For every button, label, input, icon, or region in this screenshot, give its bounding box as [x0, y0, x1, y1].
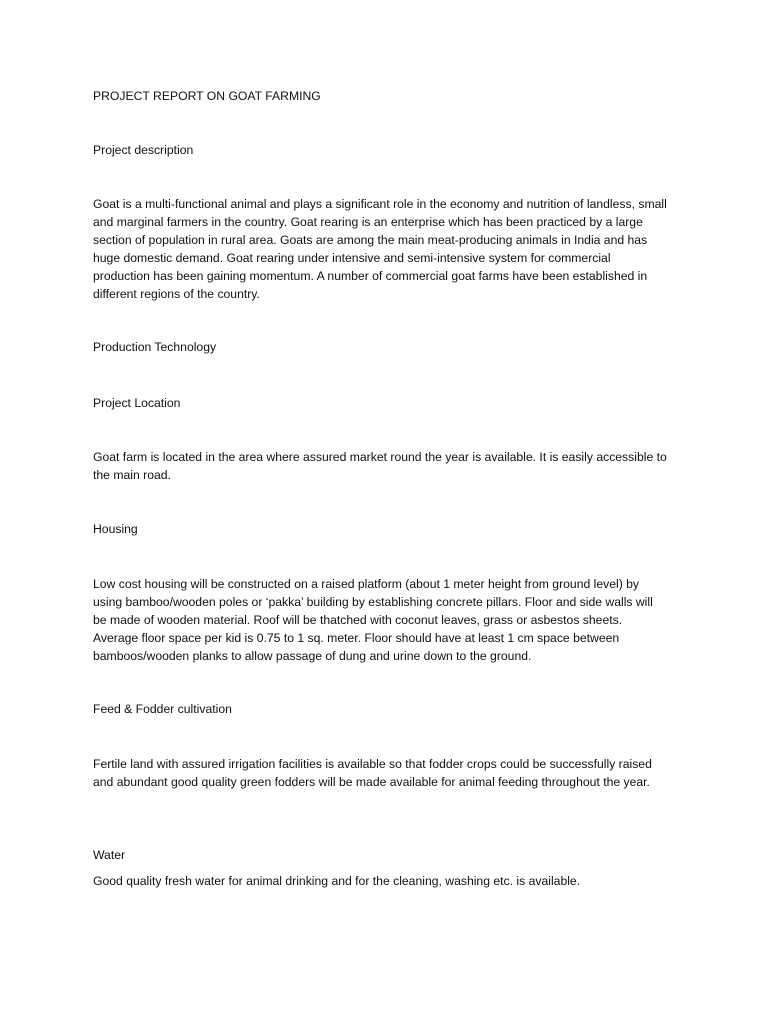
paragraph-feed-fodder: Fertile land with assured irrigation facilities is available so that fodder crops could be successfully raised and abundant good quality green fodders will be made available for animal feeding throughout the year.	[93, 757, 652, 789]
heading-project-description: Project description	[93, 143, 194, 157]
paragraph-project-description: Goat is a multi-functional animal and plays a significant role in the economy and nutrition of landless, small and marginal farmers in the country. Goat rearing is an enterprise which has been practiced by a large section of population in rural area. Goats are among the main meat-producing animals in India and has huge domestic demand. Goat rearing under intensive and semi-intensive system for commercial production has been gaining momentum. A number of commercial goat farms have been established in different regions of the country.	[93, 197, 667, 301]
heading-production-technology: Production Technology	[93, 340, 217, 354]
heading-feed-fodder: Feed & Fodder cultivation	[93, 702, 232, 716]
heading-project-location: Project Location	[93, 396, 181, 410]
paragraph-project-location: Goat farm is located in the area where assured market round the year is available. It is easily accessible to the main road.	[93, 450, 667, 482]
heading-water: Water	[93, 848, 126, 862]
document-title: PROJECT REPORT ON GOAT FARMING	[93, 89, 321, 103]
paragraph-water: Good quality fresh water for animal drinking and for the cleaning, washing etc. is available.	[93, 874, 581, 888]
paragraph-housing: Low cost housing will be constructed on a raised platform (about 1 meter height from ground level) by using bamboo/wooden poles or ‘pakka’ building by establishing concrete pillars. Floor and side walls will be made of wooden material. Roof will be thatched with coconut leaves, grass or asbestos sheets. Average floor space per kid is 0.75 to 1 sq. meter. Floor should have at least 1 cm space between bamboos/wooden planks to allow passage of dung and urine down to the ground.	[93, 577, 653, 663]
heading-housing: Housing	[93, 522, 138, 536]
